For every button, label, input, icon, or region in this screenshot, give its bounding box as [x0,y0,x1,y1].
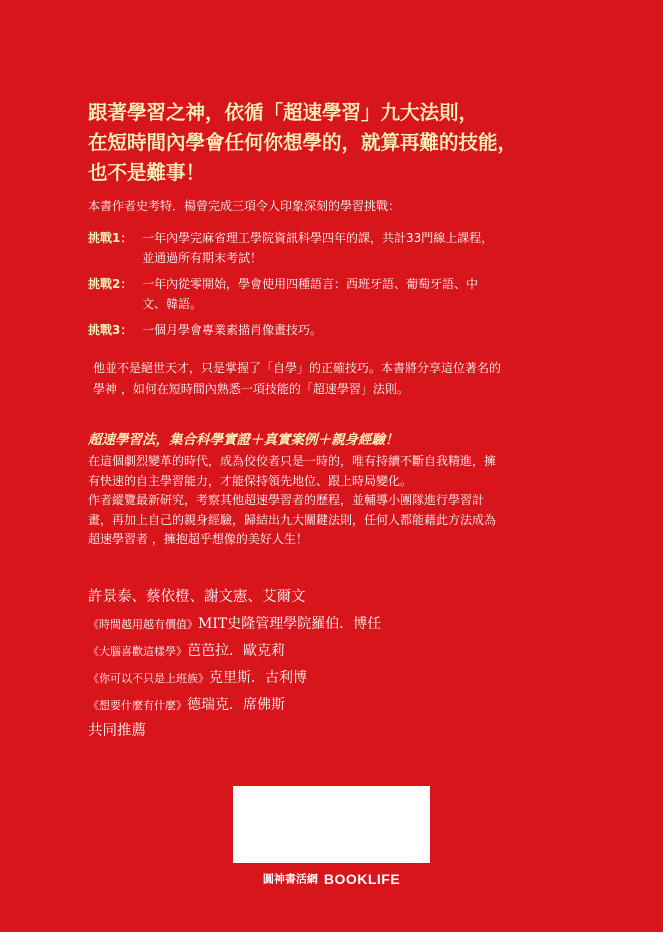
barcode-area [233,786,430,863]
endorser-line [88,610,608,637]
challenge-list [88,228,598,346]
body-line: 在這個劇烈變革的時代，成為佼佼者只是一時的，唯有持續不斷自我精進，擁 [88,454,497,468]
challenge-text [142,320,598,340]
recommenders [88,584,608,744]
endorser-person: 克里斯．古利博 [209,670,307,686]
challenge-item [88,274,598,314]
body-line: 畫，再加上自己的親身經驗，歸結出九大關鍵法則，任何人都能藉此方法成為 [88,512,497,527]
body-line: 作者縱覽最新研究，考察其他超速學習者的歷程，並輔導小團隊進行學習計 [88,493,485,507]
challenge-line: 文、韓語。 [142,297,203,311]
body-line: 有快速的自主學習能力，才能保持領先地位、跟上時局變化。 [88,473,413,488]
publisher-chinese: 圓神書活網 [262,872,318,886]
body-line: 超速學習者 ，擁抱超乎想像的美好人生！ [88,532,308,546]
genius-paragraph [93,358,501,400]
challenge-item [88,320,598,340]
challenge-text [142,274,598,314]
challenge-label: 挑戰2： [88,277,133,291]
publisher-logo [0,868,663,887]
challenge-label: 挑戰3： [88,323,133,337]
endorser-person: 德瑞克．席佛斯 [187,697,285,713]
recommend-together: 共同推薦 [88,723,146,739]
challenge-text [142,228,598,268]
paragraph-line: 他並不是絕世天才，只是掌握了「自學」的正確技巧。本書將分享這位著名的 [93,361,502,375]
endorser-line [88,691,608,718]
challenge-label: 挑戰1： [88,231,133,245]
endorser-book: 《想要什麼有什麼》 [88,699,187,712]
paragraph-line: 學神 ，如何在短時間內熟悉一項技能的「超速學習」法則。 [93,382,409,396]
endorser-book: 《大腦喜歡這樣學》 [88,645,187,658]
headline-line: 也不是難事！ [88,161,206,184]
recommender-names: 許景泰、蔡依橙、謝文憲、艾爾文 [88,589,306,605]
publisher-english: BOOKLIFE [323,870,401,887]
headline [88,98,608,188]
headline-line: 跟著學習之神，依循「超速學習」九大法則， [88,101,479,124]
endorser-line [88,637,608,664]
endorser-person: 芭芭拉．歐克莉 [187,643,285,659]
challenge-line: 一年內學完麻省理工學院資訊科學四年的課，共計33門線上課程， [142,231,494,245]
endorser-book: 《你可以不只是上班族》 [88,672,209,685]
endorser-line [88,664,608,691]
endorser-book: 《時間越用越有價值》 [88,618,198,631]
subheading: 超速學習法，集合科學實證＋真實案例＋親身經驗！ [88,432,399,448]
intro-text: 本書作者史考特．楊曾完成三項令人印象深刻的學習挑戰： [88,199,401,213]
headline-line: 在短時間內學會任何你想學的，就算再難的技能， [88,131,518,154]
body-paragraph [88,452,588,550]
challenge-line: 一個月學會專業素描肖像畫技巧。 [142,323,323,337]
challenge-line: 一年內從零開始，學會使用四種語言：西班牙語、葡萄牙語、中 [142,277,479,291]
challenge-line: 並通過所有期末考試！ [142,251,263,265]
endorser-person: MIT史隆管理學院羅伯．博任 [198,616,382,632]
challenge-item [88,228,598,268]
